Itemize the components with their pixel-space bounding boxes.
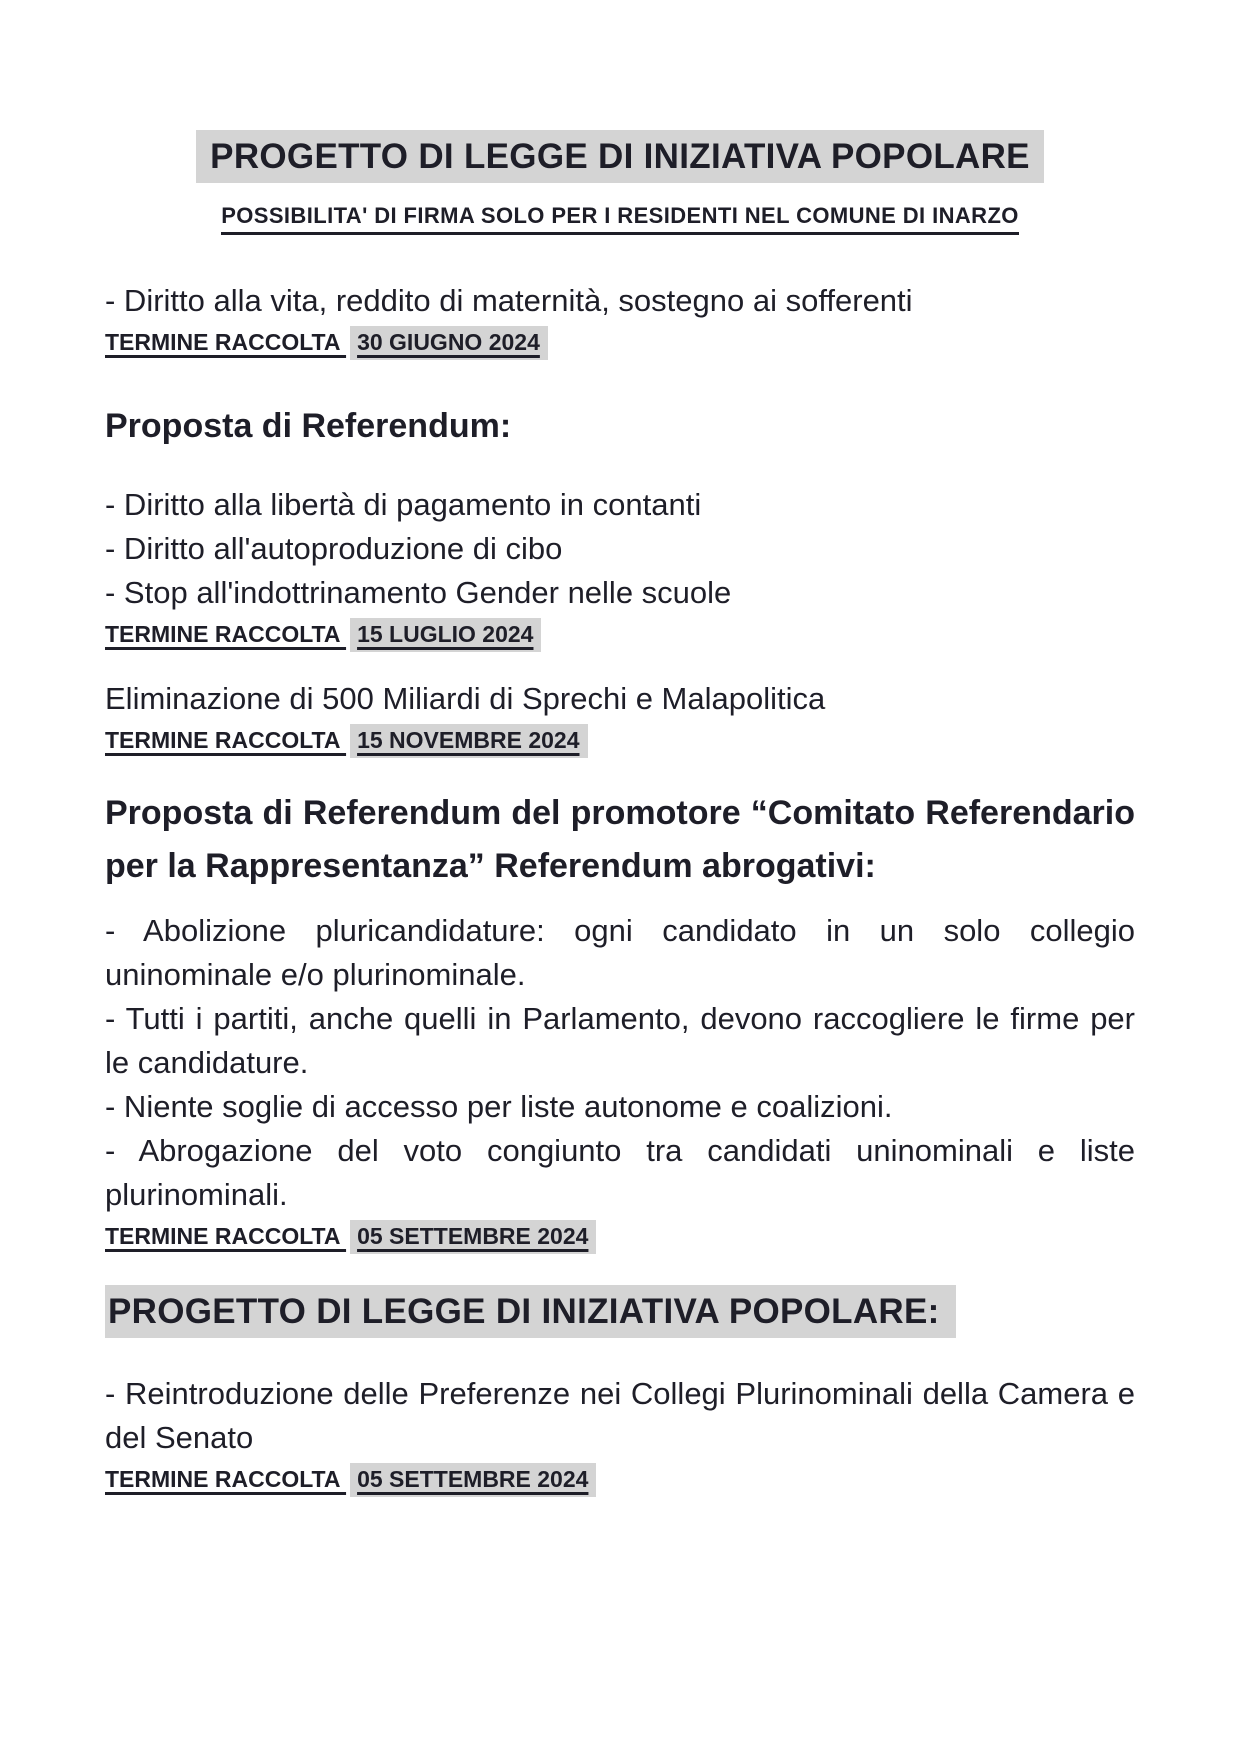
- list-item-cibo: - Diritto all'autoproduzione di cibo: [105, 531, 563, 566]
- document-subtitle: POSSIBILITA' DI FIRMA SOLO PER I RESIDENTI NEL COMUNE DI INARZO: [221, 203, 1019, 235]
- deadline-label: TERMINE RACCOLTA: [105, 621, 347, 647]
- deadline-date: 15 NOVEMBRE 2024: [350, 724, 587, 758]
- spacer: [105, 447, 1135, 483]
- list-item-pluricandidature: - Abolizione pluricandidature: ogni candidato in un solo collegio uninominale e/o plurinominale.: [105, 913, 1135, 992]
- list-item-partiti-firme: - Tutti i partiti, anche quelli in Parlamento, devono raccogliere le firme per le candidature.: [105, 1001, 1135, 1080]
- deadline-date: 30 GIUGNO 2024: [350, 326, 548, 360]
- deadline-text: [105, 727, 588, 753]
- deadline-date: 15 LUGLIO 2024: [350, 618, 541, 652]
- paragraph-eliminazione: Eliminazione di 500 Miliardi di Sprechi e Malapolitica: [105, 681, 826, 716]
- deadline-label: TERMINE RACCOLTA: [105, 727, 347, 753]
- deadline-line-eliminazione: [105, 723, 1135, 757]
- spacer: [105, 651, 1135, 677]
- deadline-date: 05 SETTEMBRE 2024: [350, 1463, 596, 1497]
- document-title: PROGETTO DI LEGGE DI INIZIATIVA POPOLARE: [196, 130, 1044, 183]
- deadline-label: TERMINE RACCOLTA: [105, 1223, 347, 1249]
- list-item-voto-congiunto: - Abrogazione del voto congiunto tra candidati uninominali e liste plurinominali.: [105, 1133, 1135, 1212]
- deadline-line-preferenze: [105, 1462, 1135, 1496]
- deadline-line-vita: [105, 325, 1135, 359]
- deadline-text: [105, 329, 548, 355]
- list-item-soglie: - Niente soglie di accesso per liste autonome e coalizioni.: [105, 1089, 893, 1124]
- deadline-label: TERMINE RACCOLTA: [105, 329, 347, 355]
- deadline-text: [105, 1223, 596, 1249]
- title-row: [105, 130, 1135, 183]
- deadline-date: 05 SETTEMBRE 2024: [350, 1220, 596, 1254]
- heading-row-progetto-legge: [105, 1285, 1135, 1338]
- list-item-gender: - Stop all'indottrinamento Gender nelle scuole: [105, 575, 732, 610]
- list-item-contanti: - Diritto alla libertà di pagamento in contanti: [105, 487, 702, 522]
- deadline-line-comitato: [105, 1219, 1135, 1253]
- deadline-line-referendum: [105, 617, 1135, 651]
- heading-proposta-referendum: Proposta di Referendum:: [105, 407, 512, 445]
- heading-progetto-legge: PROGETTO DI LEGGE DI INIZIATIVA POPOLARE:: [105, 1285, 956, 1338]
- deadline-text: [105, 1466, 596, 1492]
- paragraph-preferenze: - Reintroduzione delle Preferenze nei Collegi Plurinominali della Camera e del Senato: [105, 1376, 1135, 1455]
- heading-comitato-referendario: Proposta di Referendum del promotore “Comitato Referendario per la Rappresentanza” Referendum abrogativi:: [105, 794, 1135, 885]
- paragraph-diritto-vita: - Diritto alla vita, reddito di maternità, sostegno ai sofferenti: [105, 283, 913, 318]
- deadline-label: TERMINE RACCOLTA: [105, 1466, 347, 1492]
- subtitle-row: [105, 203, 1135, 235]
- deadline-text: [105, 621, 541, 647]
